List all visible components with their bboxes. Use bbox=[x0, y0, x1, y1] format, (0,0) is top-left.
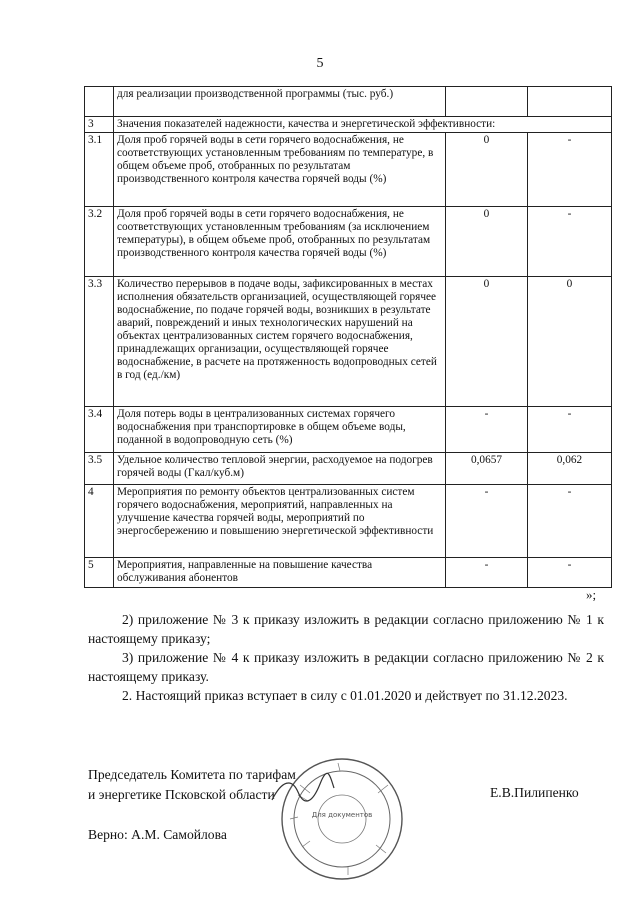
indicator-description-cell: Мероприятия, направленные на повышение качества обслуживания абонентов bbox=[114, 558, 446, 588]
table-row bbox=[85, 558, 612, 588]
indicator-description-cell: Доля потерь воды в централизованных системах горячего водоснабжения при транспортировке в общем объеме воды, поданной в водопроводную сеть (%) bbox=[114, 407, 446, 453]
table-row bbox=[85, 407, 612, 453]
table-row bbox=[85, 453, 612, 485]
table-row bbox=[85, 133, 612, 207]
signatory-title-line1: Председатель Комитета по тарифам bbox=[88, 767, 296, 782]
value-cell-1: - bbox=[446, 407, 528, 453]
indicator-description-cell: Удельное количество тепловой энергии, расходуемое на подогрев горячей воды (Гкал/куб.м) bbox=[114, 453, 446, 485]
value-cell-2: - bbox=[528, 207, 612, 277]
value-cell-1: 0 bbox=[446, 277, 528, 407]
indicator-description-cell: Мероприятия по ремонту объектов централизованных систем горячего водоснабжения, мероприятий, направленных на улучшение качества горячей воды, мероприятий по энергосбережению и повышению энергетической эффективности bbox=[114, 485, 446, 558]
row-number-cell: 4 bbox=[85, 485, 114, 558]
value-cell-1: - bbox=[446, 485, 528, 558]
value-cell-1: 0,0657 bbox=[446, 453, 528, 485]
value-cell-1: - bbox=[446, 558, 528, 588]
stamp-text: Для документов bbox=[311, 811, 373, 819]
section-title-cell: Значения показателей надежности, качества и энергетической эффективности: bbox=[114, 117, 612, 133]
table-row bbox=[85, 87, 612, 117]
paragraph-text: 2) приложение № 3 к приказу изложить в редакции согласно приложению № 1 к настоящему приказу; bbox=[88, 612, 604, 646]
paragraph-text: 2. Настоящий приказ вступает в силу с 01.01.2020 и действует по 31.12.2023. bbox=[122, 688, 568, 703]
row-number-cell: 3.3 bbox=[85, 277, 114, 407]
table-row bbox=[85, 117, 612, 133]
value-cell-1: 0 bbox=[446, 133, 528, 207]
value-cell-2: - bbox=[528, 485, 612, 558]
row-number-cell: 3.5 bbox=[85, 453, 114, 485]
indicator-description-cell: Доля проб горячей воды в сети горячего водоснабжения, не соответствующих установленным требованиям по температуре, в общем объеме проб, отобранных по результатам производственного контроля качества горячей воды (%) bbox=[114, 133, 446, 207]
table-row bbox=[85, 207, 612, 277]
paragraph-text: 3) приложение № 4 к приказу изложить в редакции согласно приложению № 2 к настоящему приказу. bbox=[88, 650, 604, 684]
indicator-description-cell: Доля проб горячей воды в сети горячего водоснабжения, не соответствующих установленным требованиям (за исключением температуры), в общем объеме проб, отобранных по результатам производственного контроля качества горячей воды (%) bbox=[114, 207, 446, 277]
value-cell-1: 0 bbox=[446, 207, 528, 277]
value-cell-2: 0,062 bbox=[528, 453, 612, 485]
value-cell-2: 0 bbox=[528, 277, 612, 407]
row-number-cell bbox=[85, 87, 114, 117]
table-row bbox=[85, 277, 612, 407]
indicators-table bbox=[84, 86, 612, 588]
table-row bbox=[85, 485, 612, 558]
paragraph-effective-date bbox=[88, 686, 604, 705]
value-cell-2: - bbox=[528, 133, 612, 207]
value-cell-2: - bbox=[528, 558, 612, 588]
value-cell-1 bbox=[446, 87, 528, 117]
page-number: 5 bbox=[316, 56, 324, 71]
row-number-cell: 5 bbox=[85, 558, 114, 588]
paragraph-item-3 bbox=[88, 648, 604, 686]
row-number-cell: 3.1 bbox=[85, 133, 114, 207]
handwritten-signature bbox=[268, 770, 338, 810]
signatory-title bbox=[88, 765, 296, 805]
signatory-name: Е.В.Пилипенко bbox=[490, 785, 579, 800]
row-number-cell: 3 bbox=[85, 117, 114, 133]
value-cell-2: - bbox=[528, 407, 612, 453]
closing-quote: »; bbox=[586, 587, 597, 602]
value-cell-2 bbox=[528, 87, 612, 117]
row-number-cell: 3.4 bbox=[85, 407, 114, 453]
certification-note: Верно: А.М. Самойлова bbox=[88, 827, 227, 842]
paragraph-item-2 bbox=[88, 610, 604, 648]
indicator-description-cell: для реализации производственной программы (тыс. руб.) bbox=[114, 87, 446, 117]
indicator-description-cell: Количество перерывов в подаче воды, зафиксированных в местах исполнения обязательств организацией, осуществляющей горячее водоснабжение, по подаче горячей воды, возникших в результате аварий, повреждений и иных технологических нарушений на объектах централизованных систем горячего водоснабжения, принадлежащих организации, осуществляющей горячее водоснабжение, в расчете на протяженность водопроводных сетей в год (ед./км) bbox=[114, 277, 446, 407]
signatory-title-line2: и энергетике Псковской области bbox=[88, 787, 275, 802]
row-number-cell: 3.2 bbox=[85, 207, 114, 277]
